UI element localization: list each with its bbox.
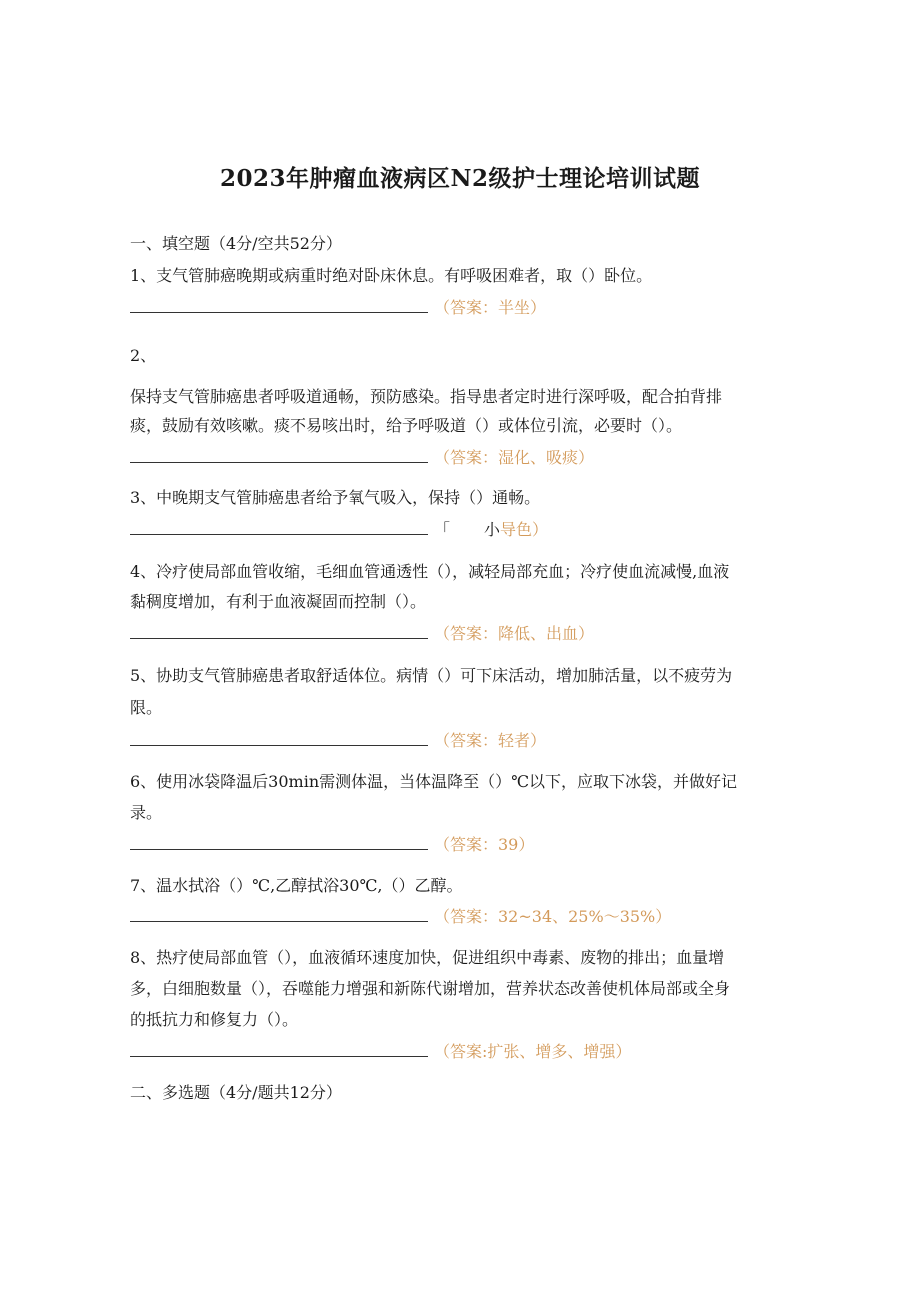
answer-blank (130, 1044, 428, 1057)
answer-prefix-3: 「 (434, 520, 451, 539)
answer-text-4: （答案：降低、出血） (434, 624, 595, 643)
answer-text-1: （答案：半坐） (434, 298, 547, 317)
answer-row-7 (130, 907, 671, 927)
answer-text-3: 导色） (500, 520, 549, 539)
question-8-line-3: 的抵抗力和修复力（）。 (130, 1010, 299, 1029)
answer-row-2 (130, 448, 594, 468)
question-5-line-2: 限。 (130, 698, 163, 717)
answer-row-6 (130, 835, 534, 855)
answer-mid-3: 小 (484, 520, 501, 539)
answer-text-2: （答案：湿化、吸痰） (434, 448, 595, 467)
answer-text-5: （答案：轻者） (434, 731, 547, 750)
answer-row-4 (130, 624, 594, 644)
answer-text-8: （答案:扩张、增多、增强） (434, 1042, 632, 1061)
question-4-line-1: 4、冷疗使局部血管收缩，毛细血管通透性（），减轻局部充血；冷疗使血流减慢,血液 (130, 562, 730, 581)
answer-row-1 (130, 298, 546, 318)
answer-text-7: （答案：32~34、25%～35%） (434, 907, 672, 926)
question-3-line-1: 3、中晚期支气管肺癌患者给予氧气吸入，保持（）通畅。 (130, 488, 541, 507)
answer-blank (130, 522, 428, 535)
answer-blank (130, 300, 428, 313)
answer-blank (130, 837, 428, 850)
section-heading-fill-blank: 一、填空题（4分/空共52分） (130, 234, 342, 253)
answer-blank (130, 626, 428, 639)
question-8-line-2: 多，白细胞数量（），吞噬能力增强和新陈代谢增加，营养状态改善使机体局部或全身 (130, 979, 731, 998)
answer-row-8 (130, 1042, 631, 1062)
question-2-line-2: 保持支气管肺癌患者呼吸道通畅，预防感染。指导患者定时进行深呼吸，配合拍背排 (130, 387, 723, 406)
answer-row-5 (130, 731, 546, 751)
section-heading-multi-choice: 二、多选题（4分/题共12分） (130, 1083, 342, 1102)
answer-row-3 (130, 520, 548, 540)
question-8-line-1: 8、热疗使局部血管（），血液循环速度加快，促进组织中毒素、废物的排出；血量增 (130, 948, 725, 967)
question-2-line-1: 2、 (130, 346, 157, 365)
answer-blank (130, 450, 428, 463)
question-5-line-1: 5、协助支气管肺癌患者取舒适体位。病情（）可下床活动，增加肺活量，以不疲劳为 (130, 666, 733, 685)
page-title: 2023年肿瘤血液病区N2级护士理论培训试题 (219, 165, 701, 192)
answer-blank (130, 733, 428, 746)
question-4-line-2: 黏稠度增加，有利于血液凝固而控制（）。 (130, 592, 427, 611)
question-7-line-1: 7、温水拭浴（）℃,乙醇拭浴30℃,（）乙醇。 (130, 876, 463, 895)
answer-blank (130, 909, 428, 922)
question-6-line-1: 6、使用冰袋降温后30min需测体温，当体温降至（）℃以下，应取下冰袋，并做好记 (130, 772, 738, 791)
question-6-line-2: 录。 (130, 803, 163, 822)
answer-text-6: （答案：39） (434, 835, 535, 854)
question-2-line-3: 痰，鼓励有效咳嗽。痰不易咳出时，给予呼吸道（）或体位引流，必要时（）。 (130, 416, 683, 435)
question-1-line-1: 1、支气管肺癌晚期或病重时绝对卧床休息。有呼吸困难者，取（）卧位。 (130, 266, 653, 285)
